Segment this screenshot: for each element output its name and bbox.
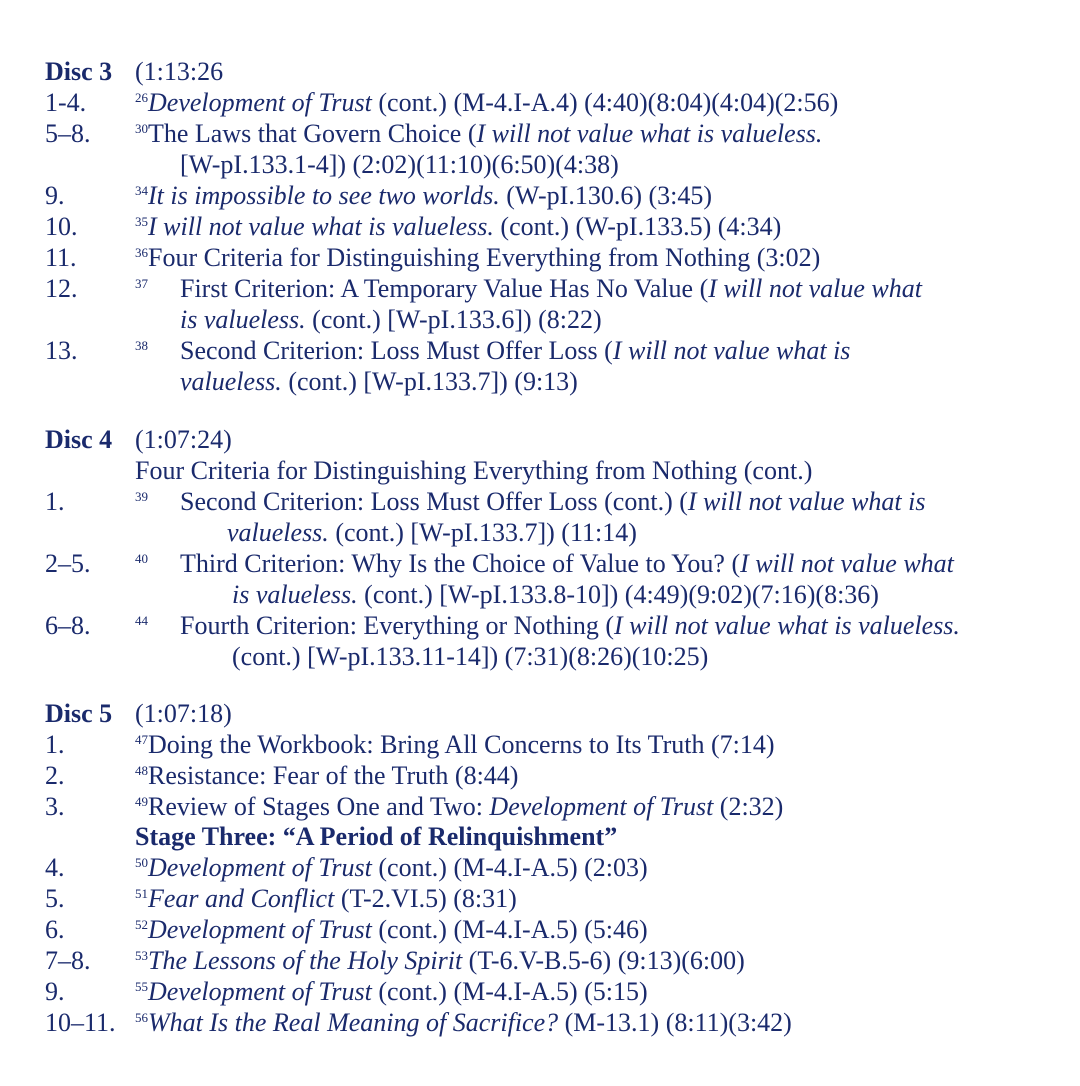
title-italic: I will not value what is valueless. (614, 611, 960, 640)
track-entry-continuation (0, 366, 1080, 397)
footnote-ref: 37 (135, 276, 148, 291)
footnote-ref-container (135, 610, 148, 641)
track-title-cont (180, 366, 578, 397)
track-number: 1. (45, 487, 65, 516)
track-entry (0, 852, 1080, 883)
footnote-ref: 52 (135, 917, 148, 932)
disc-3-duration: (1:13:26 (135, 57, 224, 86)
track-entry (0, 914, 1080, 945)
title-detail: (T-2.VI.5) (8:31) (334, 884, 517, 913)
title-detail: (cont.) [W-pI.133.7]) (11:14) (328, 518, 637, 547)
track-entry (0, 335, 1080, 366)
title-detail: (T-6.V-B.5-6) (9:13)(6:00) (462, 946, 745, 975)
track-title (135, 729, 775, 760)
title-detail: (cont.) [W-pI.133.8-10]) (4:49)(9:02)(7:16)(8:36) (357, 580, 879, 609)
track-number: 1. (45, 730, 65, 759)
footnote-ref: 53 (135, 948, 148, 963)
track-number: 6. (45, 915, 65, 944)
track-title (135, 211, 781, 242)
disc-3-header (0, 56, 1080, 87)
footnote-ref: 51 (135, 886, 148, 901)
title-text: Fourth Criterion: Everything or Nothing ( (180, 611, 615, 640)
footnote-ref-container (135, 273, 148, 304)
title-detail: (cont.) (M-4.I-A.5) (5:15) (371, 977, 648, 1006)
title-italic: What Is the Real Meaning of Sacrifice? (148, 1008, 559, 1037)
title-text: The Laws that Govern Choice ( (148, 119, 477, 148)
title-italic: Fear and Conflict (148, 884, 335, 913)
track-title (180, 335, 850, 366)
track-entry (0, 273, 1080, 304)
track-number: 9. (45, 977, 65, 1006)
title-italic: is valueless. (232, 580, 358, 609)
track-entry-continuation (0, 579, 1080, 610)
title-italic: I will not value what is (612, 336, 851, 365)
track-entry (0, 118, 1080, 149)
track-number: 13. (45, 336, 78, 365)
title-text: First Criterion: A Temporary Value Has No Value ( (180, 274, 709, 303)
track-title (135, 87, 838, 118)
track-title (135, 852, 648, 883)
disc-3-title: Disc 3 (45, 57, 113, 86)
track-number: 3. (45, 792, 65, 821)
footnote-ref: 55 (135, 979, 148, 994)
title-italic: I will not value what is valueless. (148, 212, 494, 241)
title-detail: (cont.) (W-pI.133.5) (4:34) (493, 212, 782, 241)
title-text: Second Criterion: Loss Must Offer Loss ( (180, 336, 613, 365)
track-entry (0, 729, 1080, 760)
track-number: 12. (45, 274, 78, 303)
track-title-cont (180, 304, 602, 335)
footnote-ref: 35 (135, 214, 148, 229)
track-number: 4. (45, 853, 65, 882)
title-text: Resistance: Fear of the Truth (8:44) (148, 761, 519, 790)
title-italic: I will not value what is valueless. (476, 119, 823, 148)
title-italic: is valueless. (180, 305, 306, 334)
track-number: 7–8. (45, 946, 91, 975)
disc-5-duration: (1:07:18) (135, 699, 232, 728)
title-italic: valueless. (227, 518, 329, 547)
track-title (180, 548, 954, 579)
track-entry-continuation (0, 517, 1080, 548)
track-title (135, 118, 822, 149)
footnote-ref: 34 (135, 183, 148, 198)
track-title (135, 883, 517, 914)
track-title (135, 976, 648, 1007)
title-italic: valueless. (180, 367, 282, 396)
title-text: Second Criterion: Loss Must Offer Loss (cont.) ( (180, 487, 688, 516)
track-title (135, 914, 648, 945)
disc-5-title: Disc 5 (45, 699, 113, 728)
track-number: 1-4. (45, 88, 87, 117)
footnote-ref: 39 (135, 489, 148, 504)
disc-5-header (0, 698, 1080, 729)
title-detail: (W-pI.130.6) (3:45) (499, 181, 713, 210)
track-entry (0, 1007, 1080, 1038)
footnote-ref: 49 (135, 794, 148, 809)
title-detail: (M-13.1) (8:11)(3:42) (558, 1008, 792, 1037)
track-entry (0, 180, 1080, 211)
track-number: 11. (45, 243, 77, 272)
footnote-ref: 44 (135, 613, 148, 628)
footnote-ref: 30 (135, 121, 148, 136)
track-entry-continuation (0, 149, 1080, 180)
title-detail: [W-pI.133.1-4]) (2:02)(11:10)(6:50)(4:38) (180, 150, 619, 179)
title-italic: Development of Trust (148, 88, 372, 117)
title-detail: (cont.) [W-pI.133.7]) (9:13) (281, 367, 578, 396)
title-italic: I will not value what is (687, 487, 926, 516)
title-italic: Development of Trust (148, 977, 372, 1006)
section-heading (0, 455, 1080, 486)
title-text: Four Criteria for Distinguishing Everything from Nothing (3:02) (148, 243, 821, 272)
track-entry (0, 760, 1080, 791)
title-italic: It is impossible to see two worlds. (148, 181, 500, 210)
track-number: 10. (45, 212, 78, 241)
footnote-ref-container (135, 548, 148, 579)
track-number: 2. (45, 761, 65, 790)
footnote-ref: 40 (135, 551, 148, 566)
track-number: 2–5. (45, 549, 91, 578)
footnote-ref: 47 (135, 732, 148, 747)
track-entry (0, 242, 1080, 273)
track-title (135, 1007, 792, 1038)
track-entry (0, 791, 1080, 822)
track-entry (0, 883, 1080, 914)
title-text: Third Criterion: Why Is the Choice of Value to You? ( (180, 549, 741, 578)
title-detail: (cont.) (M-4.I-A.5) (5:46) (371, 915, 648, 944)
track-entry (0, 610, 1080, 641)
title-italic: Development of Trust (148, 853, 372, 882)
track-number: 6–8. (45, 611, 91, 640)
footnote-ref: 36 (135, 245, 148, 260)
title-italic: I will not value what (740, 549, 954, 578)
track-entry-continuation (0, 641, 1080, 672)
disc-4-header (0, 424, 1080, 455)
track-title-cont (232, 579, 879, 610)
title-italic: Development of Trust (148, 915, 372, 944)
title-italic: I will not value what (708, 274, 922, 303)
track-entry-continuation (0, 304, 1080, 335)
track-number: 10–11. (45, 1008, 116, 1037)
track-entry (0, 211, 1080, 242)
track-entry (0, 548, 1080, 579)
title-detail: (cont.) (M-4.I-A.4) (4:40)(8:04)(4:04)(2:56) (371, 88, 839, 117)
footnote-ref: 50 (135, 855, 148, 870)
track-number: 5–8. (45, 119, 91, 148)
disc-4-duration: (1:07:24) (135, 425, 232, 454)
title-text: Doing the Workbook: Bring All Concerns to Its Truth (7:14) (148, 730, 775, 759)
title-detail: (cont.) (M-4.I-A.5) (2:03) (371, 853, 648, 882)
title-text: Review of Stages One and Two: (148, 792, 490, 821)
track-entry (0, 486, 1080, 517)
stage-heading-text: Stage Three: “A Period of Relinquishment” (135, 822, 618, 851)
track-entry (0, 976, 1080, 1007)
footnote-ref-container (135, 486, 148, 517)
stage-heading (0, 821, 1080, 852)
title-detail: (cont.) [W-pI.133.11-14]) (7:31)(8:26)(10:25) (232, 642, 709, 671)
track-title (135, 180, 712, 211)
track-title (180, 486, 926, 517)
title-detail: (cont.) [W-pI.133.6]) (8:22) (305, 305, 602, 334)
track-title (135, 242, 820, 273)
track-entry (0, 945, 1080, 976)
track-entry (0, 87, 1080, 118)
track-title (135, 760, 518, 791)
footnote-ref: 56 (135, 1010, 148, 1025)
disc-4-title: Disc 4 (45, 425, 113, 454)
track-title-cont (227, 517, 637, 548)
track-title (135, 791, 783, 822)
title-italic: Development of Trust (489, 792, 714, 821)
footnote-ref: 38 (135, 338, 148, 353)
footnote-ref-container (135, 335, 148, 366)
track-title (135, 945, 745, 976)
footnote-ref: 26 (135, 90, 148, 105)
title-italic: The Lessons of the Holy Spirit (148, 946, 463, 975)
track-title (180, 273, 922, 304)
track-number: 5. (45, 884, 65, 913)
track-number: 9. (45, 181, 65, 210)
title-detail: (2:32) (713, 792, 784, 821)
track-title (180, 610, 960, 641)
footnote-ref: 48 (135, 763, 148, 778)
section-heading-text: Four Criteria for Distinguishing Everything from Nothing (cont.) (135, 456, 813, 485)
